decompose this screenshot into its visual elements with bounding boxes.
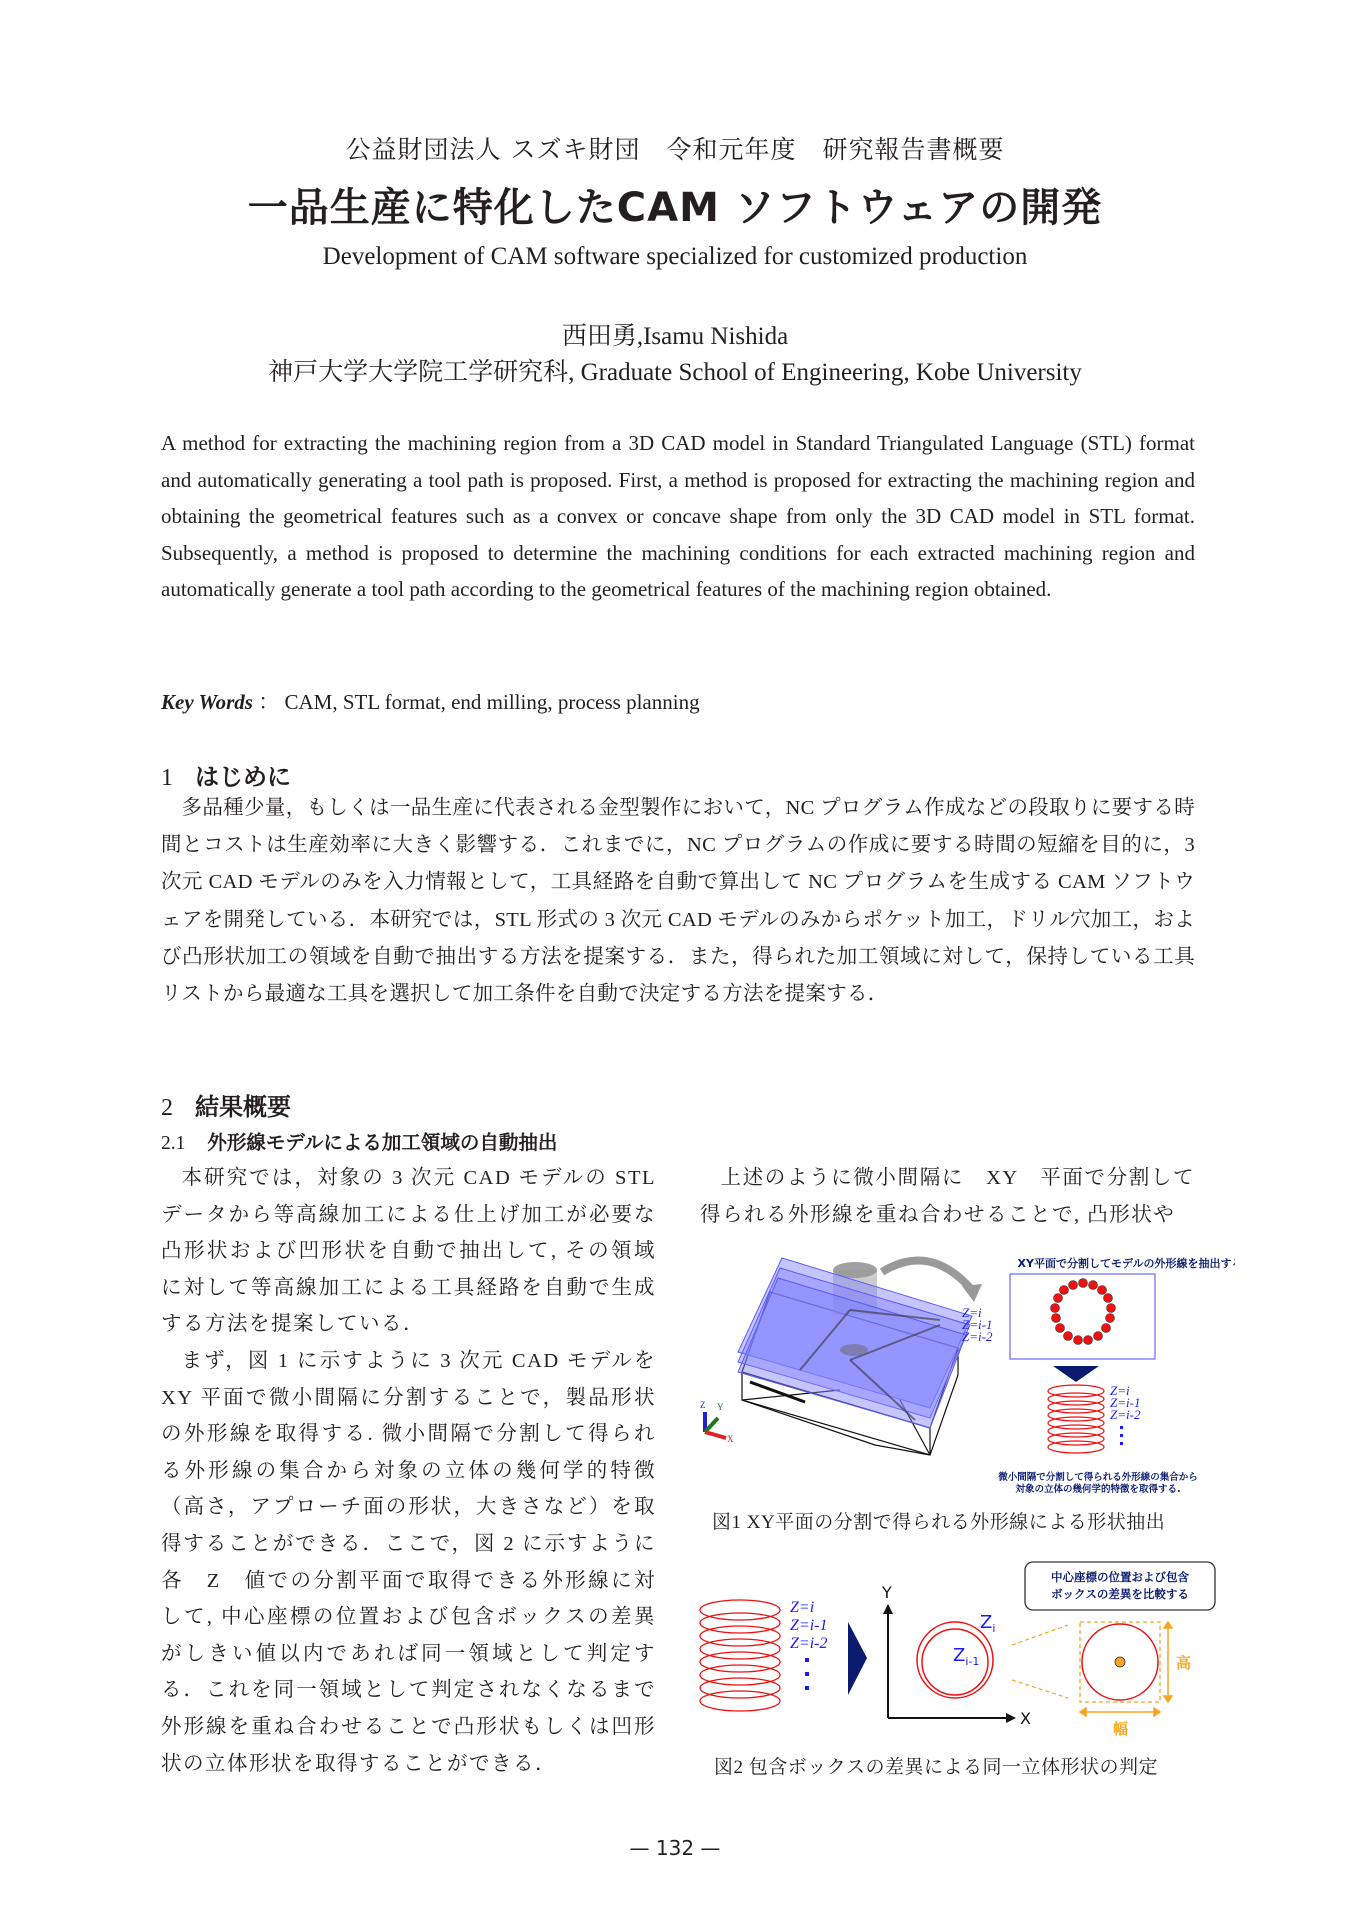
xyz-axis-icon (700, 1400, 734, 1444)
abstract: A method for extracting the machining region from a 3D CAD model in Standard Triangulated Language (STL) format and automatically generating a tool path is proposed. First, a method is proposed for extracting the machining region and obtaining the geometrical features such as a convex or concave shape from only the 3D CAD model in STL format. Subsequently, a method is proposed to determine the machining conditions for each extracted machining region and automatically generate a tool path according to the geometrical features of the machining region obtained. (161, 431, 1195, 601)
fig1-note: 微小間隔で分割して得られる外形線の集合から (998, 1472, 1198, 1483)
paper-title-en: Development of CAM software specialized for customized production (322, 243, 1028, 270)
svg-text:Z=i-2: Z=i-2 (790, 1635, 828, 1652)
subsection-title: 外形線モデルによる加工領域の自動抽出 (207, 1131, 558, 1154)
keywords-separator: ： (258, 690, 280, 714)
plane-label: Z=i-1 (962, 1317, 993, 1332)
section-title: はじめに (195, 763, 291, 791)
axis-x-label: X (1020, 1709, 1031, 1728)
paragraph: まず，図 1 に示すように 3 次元 CAD モデルを XY 平面で微小間隔に分割することで，製品形状の外形線を取得する. 微小間隔で分割して得られる外形線の集合から対象の立体の幾何学的特徴（高さ，アプローチ面の形状，大きさなど）を取得することができる．ここで，図 2 に示すように各 Z 値での分割平面で取得できる外形線に対して, 中心座標の位置および包含ボックスの差異がしきい値以内であれば同一領域として判定する．これを同一領域として判定されなくなるまで外形線を重ね合わせることで凸形状もしくは凹形状の立体形状を取得することができる． (161, 1349, 656, 1775)
figure-1 (690, 1250, 1235, 1505)
keywords-label: Key Words (161, 690, 253, 714)
figure-1-diagram (690, 1250, 1235, 1505)
fig1-top-label: XY平面で分割してモデルの外形線を抽出する (1017, 1257, 1235, 1270)
section-1-heading (161, 757, 291, 792)
slice-planes-icon (738, 1258, 972, 1428)
svg-text:Z=i-2: Z=i-2 (1110, 1407, 1141, 1422)
ellipsis-icon (805, 1658, 809, 1690)
subsection-2-1-heading (161, 1127, 557, 1155)
svg-text:Z=i: Z=i (1110, 1383, 1130, 1398)
width-label: 幅 (1113, 1720, 1129, 1738)
keywords (161, 686, 700, 716)
section-title: 結果概要 (195, 1093, 291, 1121)
keywords-value: CAM, STL format, end milling, process planning (284, 690, 700, 714)
right-column-text (700, 1160, 1195, 1233)
section-number: 1 (161, 765, 173, 791)
axis-y-label: Y (882, 1583, 892, 1602)
callout-text: ボックスの差異を比較する (1051, 1587, 1189, 1601)
plane-label: Z=i-2 (962, 1329, 993, 1344)
figure-1-caption: 図1 XY平面の分割で得られる外形線による形状抽出 (712, 1512, 1166, 1533)
height-label: 高 (1176, 1654, 1192, 1672)
left-column-text (161, 1160, 656, 1782)
paragraph: 上述のように微小間隔に XY 平面で分割して得られる外形線を重ね合わせることで, 凸形状や (700, 1167, 1195, 1226)
svg-text:Z=i-1: Z=i-1 (790, 1617, 828, 1634)
page-number: — 132 — (629, 1836, 721, 1860)
stacked-contours-icon (1048, 1385, 1104, 1453)
foundation-header: 公益財団法人 スズキ財団 令和元年度 研究報告書概要 (345, 135, 1005, 164)
svg-text:X: X (727, 1434, 734, 1444)
down-arrow-icon (1053, 1366, 1099, 1382)
curved-arrow-icon (882, 1260, 972, 1290)
zoom-lines (1012, 1625, 1068, 1698)
figure-2-caption: 図2 包含ボックスの差異による同一立体形状の判定 (714, 1757, 1159, 1778)
section-2-heading (161, 1087, 291, 1122)
stacked-contours-icon (700, 1600, 780, 1711)
section-number: 2 (161, 1095, 173, 1121)
plane-label: Z=i (962, 1305, 982, 1320)
paragraph: 本研究では，対象の 3 次元 CAD モデルの STL データから等高線加工による仕上げ加工が必要な凸形状および凹形状を自動で抽出して, その領域に対して等高線加工による工具経路を自動で生成する方法を提案している． (161, 1167, 656, 1336)
svg-text:Z=i: Z=i (790, 1599, 815, 1616)
author: 西田勇,Isamu Nishida (561, 323, 789, 350)
fig1-note: 対象の立体の幾何学的特徴を取得する. (1015, 1484, 1181, 1495)
right-arrow-icon (848, 1622, 867, 1695)
callout-text: 中心座標の位置および包含 (1051, 1570, 1189, 1584)
figure-2-diagram (690, 1540, 1235, 1745)
svg-text:Z: Z (700, 1400, 706, 1410)
svg-text:Z=i-1: Z=i-1 (1110, 1395, 1141, 1410)
affiliation: 神戸大学大学院工学研究科, Graduate School of Engineering, Kobe University (268, 359, 1082, 386)
section-1-body: 多品種少量，もしくは一品生産に代表される金型製作において，NC プログラム作成などの段取りに要する時間とコストは生産効率に大きく影響する．これまでに，NC プログラムの作成に要する時間の短縮を目的に，3 次元 CAD モデルのみを入力情報として，工具経路を自動で算出して NC プログラムを生成する CAM ソフトウェアを開発している．本研究では，STL 形式の 3 次元 CAD モデルのみからポケット加工，ドリル穴加工，および凸形状加工の領域を自動で抽出する方法を提案する．また，得られた加工領域に対して，保持している工具リストから最適な工具を選択して加工条件を自動で決定する方法を提案する． (161, 797, 1195, 1006)
svg-text:Y: Y (717, 1402, 724, 1412)
subsection-number: 2.1 (161, 1133, 186, 1154)
center-point-icon (1115, 1657, 1125, 1667)
figure-2 (690, 1540, 1235, 1745)
paper-title-ja: 一品生産に特化したCAM ソフトウェアの開発 (247, 185, 1103, 231)
ellipsis-icon (1120, 1426, 1123, 1445)
outer-contour-label: $Z_i$ (980, 1612, 996, 1635)
inner-contour-label: $Z_{i-1}$ (953, 1645, 980, 1668)
